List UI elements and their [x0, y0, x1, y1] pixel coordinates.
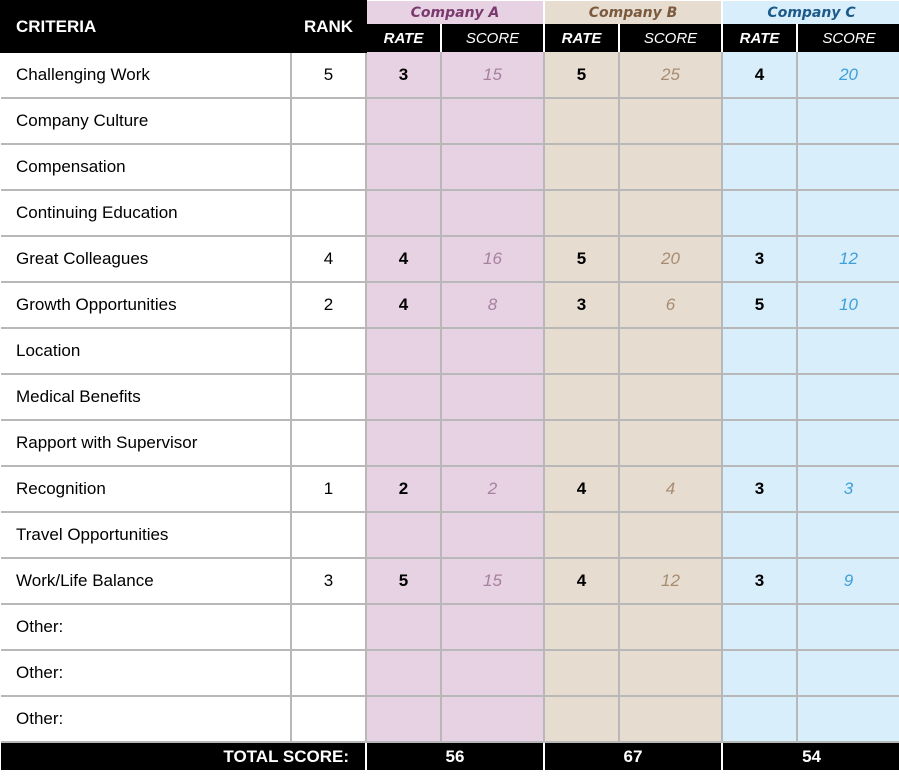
company-b-rate-cell	[544, 144, 619, 190]
table-row	[1, 604, 899, 650]
company-c-score-cell: 3	[797, 466, 899, 512]
company-c-rate-cell	[722, 420, 797, 466]
company-c-rate-cell	[722, 328, 797, 374]
company-a-score-cell	[441, 512, 544, 558]
company-b-score-cell	[619, 98, 722, 144]
rank-cell	[291, 420, 366, 466]
table-row	[1, 144, 899, 190]
company-b-rate-cell: 5	[544, 52, 619, 98]
table-row	[1, 650, 899, 696]
table-row	[1, 328, 899, 374]
company-c-rate-cell	[722, 696, 797, 742]
company-c-rate-cell: 3	[722, 558, 797, 604]
company-a-score-cell: 16	[441, 236, 544, 282]
rank-cell	[291, 98, 366, 144]
company-b-rate-cell	[544, 650, 619, 696]
company-b-rate-cell	[544, 512, 619, 558]
company-c-score-cell	[797, 420, 899, 466]
company-b-score-cell	[619, 604, 722, 650]
company-c-score-cell	[797, 374, 899, 420]
rank-cell: 2	[291, 282, 366, 328]
rank-cell	[291, 144, 366, 190]
criteria-cell: Challenging Work	[1, 52, 291, 98]
criteria-cell: Continuing Education	[1, 190, 291, 236]
company-c-score-header: SCORE	[797, 24, 899, 52]
criteria-cell: Other:	[1, 696, 291, 742]
company-b-score-cell	[619, 512, 722, 558]
criteria-cell: Medical Benefits	[1, 374, 291, 420]
company-a-rate-cell	[366, 420, 441, 466]
criteria-cell: Great Colleagues	[1, 236, 291, 282]
company-a-score-header: SCORE	[441, 24, 544, 52]
company-a-rate-cell	[366, 190, 441, 236]
table-row	[1, 282, 899, 328]
company-a-score-cell	[441, 98, 544, 144]
table-row	[1, 374, 899, 420]
company-b-rate-cell	[544, 328, 619, 374]
company-b-rate-cell	[544, 696, 619, 742]
rank-header: RANK	[291, 1, 366, 52]
rank-cell	[291, 604, 366, 650]
company-a-score-cell: 8	[441, 282, 544, 328]
criteria-cell: Recognition	[1, 466, 291, 512]
company-a-score-cell	[441, 374, 544, 420]
company-a-score-cell	[441, 696, 544, 742]
company-b-score-cell: 25	[619, 52, 722, 98]
criteria-cell: Other:	[1, 650, 291, 696]
company-a-rate-cell: 5	[366, 558, 441, 604]
company-c-rate-cell: 5	[722, 282, 797, 328]
criteria-cell: Growth Opportunities	[1, 282, 291, 328]
company-b-score-cell: 20	[619, 236, 722, 282]
company-a-score-cell	[441, 144, 544, 190]
company-a-rate-cell: 4	[366, 236, 441, 282]
total-row	[1, 742, 899, 770]
criteria-cell: Location	[1, 328, 291, 374]
table-row	[1, 696, 899, 742]
rank-cell: 1	[291, 466, 366, 512]
company-a-rate-cell	[366, 98, 441, 144]
rank-cell	[291, 696, 366, 742]
company-a-header: Company A	[366, 1, 544, 24]
company-b-rate-cell: 4	[544, 466, 619, 512]
company-b-score-cell	[619, 420, 722, 466]
company-a-rate-cell	[366, 144, 441, 190]
company-b-rate-cell: 5	[544, 236, 619, 282]
company-a-rate-cell	[366, 696, 441, 742]
company-b-score-cell	[619, 144, 722, 190]
company-a-rate-cell	[366, 328, 441, 374]
criteria-cell: Other:	[1, 604, 291, 650]
table-row	[1, 98, 899, 144]
company-a-rate-cell: 3	[366, 52, 441, 98]
rank-cell	[291, 374, 366, 420]
company-a-rate-header: RATE	[366, 24, 441, 52]
company-c-rate-cell	[722, 144, 797, 190]
company-b-rate-header: RATE	[544, 24, 619, 52]
company-a-score-cell	[441, 604, 544, 650]
criteria-cell: Company Culture	[1, 98, 291, 144]
rank-cell	[291, 328, 366, 374]
company-b-score-cell	[619, 190, 722, 236]
company-c-score-cell	[797, 696, 899, 742]
company-c-rate-cell: 3	[722, 236, 797, 282]
criteria-cell: Rapport with Supervisor	[1, 420, 291, 466]
criteria-cell: Travel Opportunities	[1, 512, 291, 558]
rank-cell: 5	[291, 52, 366, 98]
company-c-score-cell: 10	[797, 282, 899, 328]
company-b-rate-cell	[544, 420, 619, 466]
company-c-rate-cell	[722, 650, 797, 696]
company-c-score-cell	[797, 98, 899, 144]
company-b-score-header: SCORE	[619, 24, 722, 52]
company-b-score-cell	[619, 328, 722, 374]
rank-cell: 3	[291, 558, 366, 604]
company-b-score-cell	[619, 374, 722, 420]
table-row	[1, 190, 899, 236]
company-c-score-cell	[797, 604, 899, 650]
company-c-score-cell	[797, 144, 899, 190]
company-b-rate-cell: 4	[544, 558, 619, 604]
rank-cell	[291, 512, 366, 558]
company-c-rate-cell	[722, 512, 797, 558]
company-a-score-cell	[441, 420, 544, 466]
company-c-rate-cell: 4	[722, 52, 797, 98]
company-c-rate-cell	[722, 604, 797, 650]
company-b-score-cell: 6	[619, 282, 722, 328]
company-b-score-cell	[619, 650, 722, 696]
company-c-score-cell	[797, 512, 899, 558]
company-b-rate-cell: 3	[544, 282, 619, 328]
company-c-score-cell: 20	[797, 52, 899, 98]
table-row	[1, 558, 899, 604]
company-a-total: 56	[366, 742, 544, 770]
company-b-total: 67	[544, 742, 722, 770]
company-a-rate-cell: 2	[366, 466, 441, 512]
company-b-rate-cell	[544, 98, 619, 144]
company-a-rate-cell	[366, 374, 441, 420]
company-c-score-cell: 9	[797, 558, 899, 604]
table-row	[1, 236, 899, 282]
company-a-score-cell	[441, 650, 544, 696]
table-row	[1, 52, 899, 98]
table-row	[1, 512, 899, 558]
company-b-rate-cell	[544, 374, 619, 420]
company-b-score-cell: 12	[619, 558, 722, 604]
table-body	[1, 52, 899, 742]
rank-cell: 4	[291, 236, 366, 282]
company-c-rate-cell	[722, 374, 797, 420]
company-b-rate-cell	[544, 604, 619, 650]
company-c-rate-header: RATE	[722, 24, 797, 52]
company-b-score-cell: 4	[619, 466, 722, 512]
company-c-header: Company C	[722, 1, 899, 24]
rank-cell	[291, 190, 366, 236]
company-b-header: Company B	[544, 1, 722, 24]
company-a-rate-cell	[366, 512, 441, 558]
criteria-cell: Compensation	[1, 144, 291, 190]
company-a-score-cell: 2	[441, 466, 544, 512]
company-c-score-cell	[797, 650, 899, 696]
company-a-score-cell	[441, 190, 544, 236]
company-a-rate-cell: 4	[366, 282, 441, 328]
company-c-score-cell: 12	[797, 236, 899, 282]
company-c-score-cell	[797, 328, 899, 374]
company-a-rate-cell	[366, 650, 441, 696]
company-b-rate-cell	[544, 190, 619, 236]
company-c-rate-cell: 3	[722, 466, 797, 512]
rank-cell	[291, 650, 366, 696]
company-a-score-cell: 15	[441, 558, 544, 604]
company-a-score-cell: 15	[441, 52, 544, 98]
company-a-score-cell	[441, 328, 544, 374]
table-row	[1, 466, 899, 512]
company-b-score-cell	[619, 696, 722, 742]
company-a-rate-cell	[366, 604, 441, 650]
company-c-rate-cell	[722, 98, 797, 144]
company-c-score-cell	[797, 190, 899, 236]
company-c-rate-cell	[722, 190, 797, 236]
criteria-cell: Work/Life Balance	[1, 558, 291, 604]
table-row	[1, 420, 899, 466]
company-c-total: 54	[722, 742, 899, 770]
criteria-header: CRITERIA	[1, 1, 291, 52]
total-score-label: TOTAL SCORE:	[1, 742, 366, 770]
